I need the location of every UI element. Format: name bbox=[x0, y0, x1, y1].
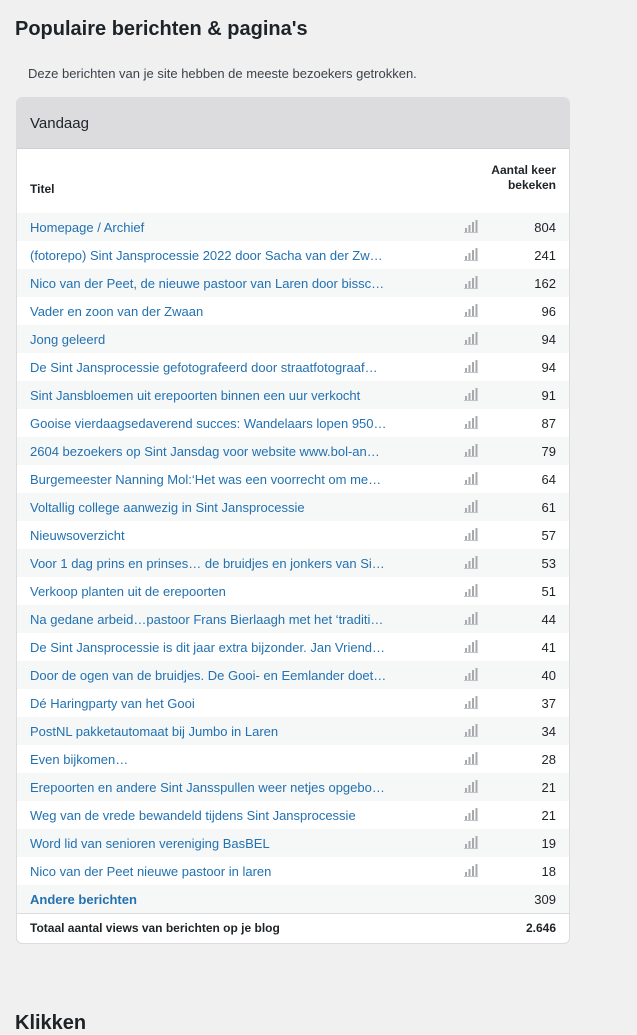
table-row bbox=[17, 521, 569, 549]
post-title-link[interactable]: Even bijkomen… bbox=[30, 751, 129, 767]
post-views: 40 bbox=[541, 667, 556, 683]
bar-chart-icon[interactable] bbox=[464, 388, 478, 401]
bar-chart-icon[interactable] bbox=[464, 752, 478, 765]
table-row bbox=[17, 605, 569, 633]
bar-chart-icon[interactable] bbox=[464, 444, 478, 457]
post-title-link[interactable]: Gooise vierdaagsedaverend succes: Wandelaars lopen 950… bbox=[30, 415, 387, 431]
table-row bbox=[17, 297, 569, 325]
post-title-link[interactable]: Nico van der Peet, de nieuwe pastoor van Laren door bissc… bbox=[30, 275, 385, 291]
table-row bbox=[17, 437, 569, 465]
table-row bbox=[17, 745, 569, 773]
bar-chart-icon[interactable] bbox=[464, 696, 478, 709]
table-row bbox=[17, 549, 569, 577]
post-views: 57 bbox=[541, 527, 556, 543]
post-title-link[interactable]: Vader en zoon van der Zwaan bbox=[30, 303, 204, 319]
bar-chart-icon[interactable] bbox=[464, 276, 478, 289]
post-views: 21 bbox=[541, 807, 556, 823]
post-views: 51 bbox=[541, 583, 556, 599]
post-views: 94 bbox=[541, 359, 556, 375]
post-views: 44 bbox=[541, 611, 556, 627]
bar-chart-icon[interactable] bbox=[464, 248, 478, 261]
posts-table-body bbox=[17, 213, 569, 885]
total-label: Totaal aantal views van berichten op je blog bbox=[30, 921, 280, 935]
table-row bbox=[17, 325, 569, 353]
other-posts-link[interactable]: Andere berichten bbox=[30, 891, 137, 907]
post-title-link[interactable]: Word lid van senioren vereniging BasBEL bbox=[30, 835, 270, 851]
post-title-link[interactable]: De Sint Jansprocessie gefotografeerd door straatfotograaf… bbox=[30, 359, 378, 375]
post-title-link[interactable]: PostNL pakketautomaat bij Jumbo in Laren bbox=[30, 723, 279, 739]
bar-chart-icon[interactable] bbox=[464, 220, 478, 233]
post-views: 64 bbox=[541, 471, 556, 487]
bar-chart-icon[interactable] bbox=[464, 556, 478, 569]
popular-posts-card bbox=[16, 97, 570, 944]
post-views: 241 bbox=[534, 247, 556, 263]
bar-chart-icon[interactable] bbox=[464, 724, 478, 737]
total-views: 2.646 bbox=[525, 921, 556, 935]
post-title-link[interactable]: Voltallig college aanwezig in Sint Jansprocessie bbox=[30, 499, 305, 515]
post-views: 162 bbox=[534, 275, 556, 291]
post-views: 53 bbox=[541, 555, 556, 571]
table-row bbox=[17, 577, 569, 605]
post-views: 28 bbox=[541, 751, 556, 767]
post-title-link[interactable]: Door de ogen van de bruidjes. De Gooi- en Eemlander doet… bbox=[30, 667, 387, 683]
post-title-link[interactable]: Verkoop planten uit de erepoorten bbox=[30, 583, 226, 599]
post-title-link[interactable]: (fotorepo) Sint Jansprocessie 2022 door Sacha van der Zw… bbox=[30, 247, 383, 263]
table-row bbox=[17, 465, 569, 493]
table-header bbox=[17, 149, 569, 213]
bar-chart-icon[interactable] bbox=[464, 612, 478, 625]
bar-chart-icon[interactable] bbox=[464, 808, 478, 821]
bar-chart-icon[interactable] bbox=[464, 528, 478, 541]
post-title-link[interactable]: Homepage / Archief bbox=[30, 219, 145, 235]
post-views: 19 bbox=[541, 835, 556, 851]
bar-chart-icon[interactable] bbox=[464, 836, 478, 849]
table-row bbox=[17, 661, 569, 689]
post-title-link[interactable]: 2604 bezoekers op Sint Jansdag voor website www.bol-an… bbox=[30, 443, 380, 459]
table-row bbox=[17, 409, 569, 437]
post-title-link[interactable]: Sint Jansbloemen uit erepoorten binnen een uur verkocht bbox=[30, 387, 361, 403]
table-row bbox=[17, 353, 569, 381]
post-views: 41 bbox=[541, 639, 556, 655]
table-row bbox=[17, 381, 569, 409]
table-row bbox=[17, 773, 569, 801]
page-title: Populaire berichten & pagina's bbox=[15, 18, 308, 40]
bar-chart-icon[interactable] bbox=[464, 864, 478, 877]
table-row bbox=[17, 689, 569, 717]
section-title-clicks: Klikken bbox=[15, 1012, 87, 1034]
table-row bbox=[17, 269, 569, 297]
post-views: 79 bbox=[541, 443, 556, 459]
bar-chart-icon[interactable] bbox=[464, 668, 478, 681]
post-title-link[interactable]: Nieuwsoverzicht bbox=[30, 527, 125, 543]
table-row bbox=[17, 829, 569, 857]
post-title-link[interactable]: Na gedane arbeid…pastoor Frans Bierlaagh met het ‘traditi… bbox=[30, 611, 384, 627]
post-title-link[interactable]: Voor 1 dag prins en prinses… de bruidjes en jonkers van Si… bbox=[30, 555, 385, 571]
table-row bbox=[17, 213, 569, 241]
post-title-link[interactable]: Nico van der Peet nieuwe pastoor in laren bbox=[30, 863, 272, 879]
post-views: 37 bbox=[541, 695, 556, 711]
bar-chart-icon[interactable] bbox=[464, 360, 478, 373]
post-title-link[interactable]: Weg van de vrede bewandeld tijdens Sint Jansprocessie bbox=[30, 807, 356, 823]
table-row bbox=[17, 633, 569, 661]
bar-chart-icon[interactable] bbox=[464, 472, 478, 485]
post-title-link[interactable]: Dé Haringparty van het Gooi bbox=[30, 695, 195, 711]
post-views: 18 bbox=[541, 863, 556, 879]
table-row bbox=[17, 241, 569, 269]
post-views: 96 bbox=[541, 303, 556, 319]
table-row bbox=[17, 493, 569, 521]
post-views: 34 bbox=[541, 723, 556, 739]
table-row bbox=[17, 717, 569, 745]
post-title-link[interactable]: Burgemeester Nanning Mol:‘Het was een voorrecht om me… bbox=[30, 471, 382, 487]
post-views: 87 bbox=[541, 415, 556, 431]
bar-chart-icon[interactable] bbox=[464, 500, 478, 513]
bar-chart-icon[interactable] bbox=[464, 416, 478, 429]
post-views: 61 bbox=[541, 499, 556, 515]
bar-chart-icon[interactable] bbox=[464, 584, 478, 597]
post-views: 91 bbox=[541, 387, 556, 403]
post-views: 94 bbox=[541, 331, 556, 347]
page-subtitle: Deze berichten van je site hebben de meeste bezoekers getrokken. bbox=[28, 66, 417, 81]
post-views: 804 bbox=[534, 219, 556, 235]
other-posts-row bbox=[17, 885, 569, 913]
total-row bbox=[17, 913, 569, 942]
column-title: Titel bbox=[30, 182, 55, 196]
column-views: Aantal keer bekeken bbox=[491, 163, 556, 192]
bar-chart-icon[interactable] bbox=[464, 304, 478, 317]
period-header: Vandaag bbox=[17, 98, 569, 149]
table-row bbox=[17, 801, 569, 829]
post-title-link[interactable]: Erepoorten en andere Sint Jansspullen weer netjes opgebo… bbox=[30, 779, 385, 795]
bar-chart-icon[interactable] bbox=[464, 640, 478, 653]
post-views: 21 bbox=[541, 779, 556, 795]
table-row bbox=[17, 857, 569, 885]
bar-chart-icon[interactable] bbox=[464, 332, 478, 345]
post-title-link[interactable]: Jong geleerd bbox=[30, 331, 106, 347]
bar-chart-icon[interactable] bbox=[464, 780, 478, 793]
post-title-link[interactable]: De Sint Jansprocessie is dit jaar extra bijzonder. Jan Vriend… bbox=[30, 639, 386, 655]
other-posts-views: 309 bbox=[534, 891, 556, 907]
